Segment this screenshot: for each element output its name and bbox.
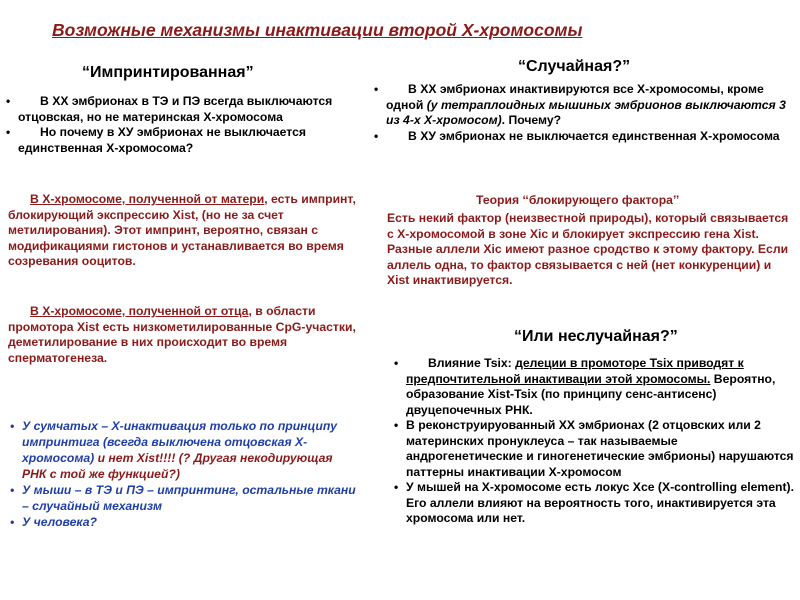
theory-heading: Теория ‘‘блокирующего фактора’’ [476, 193, 680, 207]
marsupials-xist-note: и нет Xist!!!! (? Другая некодирующая РНК с той же функцией?) [22, 451, 333, 481]
mouse-note: • У мыши – в ТЭ и ПЭ – импринтинг, остальные ткани – случайный механизм [8, 482, 360, 514]
reconstructed-embryos-bullet: • В реконструируованный ХХ эмбрионах (2 отцовских или 2 материнских пронуклеуса – так называемые андрогенетические и гиногенетические эмбрионы) нарушаются паттерны инактивации Х-хромосом [392, 418, 796, 480]
xce-locus-bullet: • У мышей на Х-хромосоме есть локус Xce (X-controlling element). Его аллели влияют на вероятность того, инактивируется эта хромосома или нет. [392, 480, 796, 527]
slide-title: Возможные механизмы инактивации второй Х-хромосомы [52, 20, 583, 40]
random-bullet-1: • В ХХ эмбрионах инактивируются все Х-хромосомы, кроме одной (у тетраплоидных мышиных эмбрионов выключаются 3 из 4-х Х-хромосом). Почему? [372, 82, 792, 129]
imprinted-bullets [4, 94, 374, 156]
species-notes [8, 418, 360, 530]
imprinted-heading: “Импринтированная” [82, 64, 254, 81]
random-bullet-2: • В ХУ эмбрионах не выключается единственная Х-хромосома [372, 129, 792, 145]
maternal-lead: В Х-хромосоме, полученной от матери [30, 192, 265, 206]
paternal-rest: , в области промотора Xist есть низкометилированные CpG-участки, деметилирование в них происходит во время сперматогенеза. [8, 304, 356, 365]
nonrandom-bullets [392, 356, 796, 527]
tsix-deletion: делеции в промоторе Tsix приводят к предпочтительной инактивации этой хромосомы. [406, 356, 744, 386]
marsupials-note: • У сумчатых – Х-инактивация только по принципу импринтига (всегда выключена отцовская Х-хромосома) и нет Xist!!!! (? Другая некодирующая РНК с той же функцией?) [8, 418, 360, 482]
tsix-bullet: • Влияние Tsix: делеции в промоторе Tsix приводят к предпочтительной инактивации этой хромосомы. Вероятно, образование Xist-Tsix (по принципу сенс-антисенс) двуцепочечных РНК. [392, 356, 796, 418]
nonrandom-heading: “Или неслучайная?” [514, 328, 678, 345]
random-bullets [372, 82, 792, 144]
paternal-paragraph [8, 304, 378, 366]
maternal-rest: , есть импринт, блокирующий экспрессию Xist, (но не за счет метилирования). Этот импринт, вероятно, связан с модификациями гистонов и устанавливается во время созревания ооцитов. [8, 192, 356, 268]
human-note: • У человека? [8, 514, 360, 530]
imprinted-bullet-1: • В ХХ эмбрионах в ТЭ и ПЭ всегда выключаются отцовская, но не материнская Х-хромосома [4, 94, 374, 125]
random-heading: “Случайная?” [518, 58, 631, 75]
imprinted-bullet-2: • Но почему в ХУ эмбрионах не выключается единственная Х-хромосома? [4, 125, 374, 156]
tetraploid-note: (у тетраплоидных мышиных эмбрионов выключаются 3 из 4-х Х-хромосом) [386, 97, 786, 127]
maternal-paragraph [8, 192, 378, 270]
paternal-lead: В Х-хромосоме, полученной от отца [30, 304, 249, 318]
theory-text: Есть некий фактор (неизвестной природы), который связывается с Х-хромосомой в зоне Xic и блокирует экспрессию гена Xist. Разные аллели Xic имеют разное сродство к этому фактору. Если аллель одна, то фактор связывается с ней (нет конкуренции) и Xist инактивируется. [387, 211, 789, 287]
